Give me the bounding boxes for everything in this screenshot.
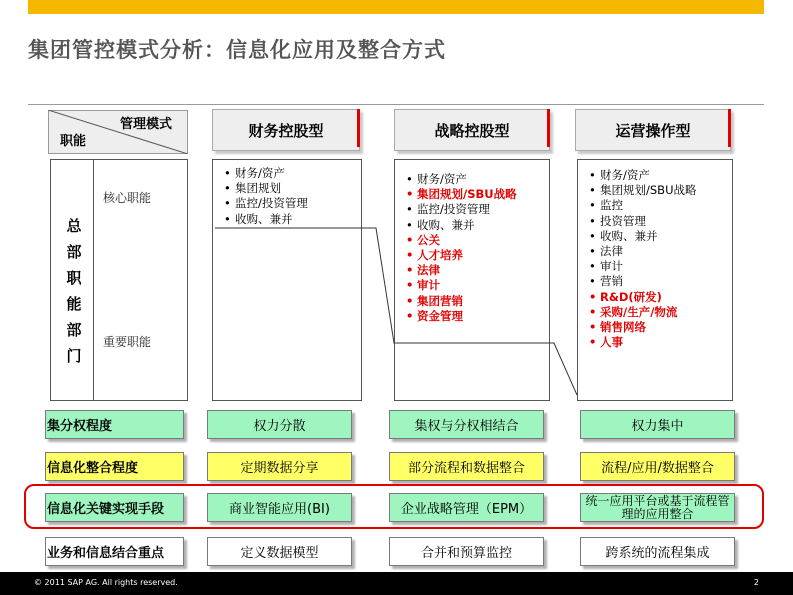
list-item: • 公关 [417,233,549,248]
cell-financial-focus: 定义数据模型 [207,537,352,566]
list-item: • 集团规划/SBU战略 [417,187,549,202]
cell-strategic-key-means: 企业战略管理（EPM） [389,493,544,522]
list-item: • 法律 [600,244,732,259]
list-item: • 投资管理 [600,214,732,229]
copyright-text: © 2011 SAP AG. All rights reserved. [34,578,178,587]
cell-operational-integration: 流程/应用/数据整合 [580,452,735,481]
cell-financial-key-means: 商业智能应用(BI) [207,493,352,522]
cell-financial-decentralization: 权力分散 [207,410,352,439]
list-item: • 收购、兼并 [417,218,549,233]
list-item: • 监控 [600,198,732,213]
vertical-char: 总 [66,217,82,235]
row-label-key-means: 信息化关键实现手段 [45,493,184,522]
footer-bar [0,572,793,595]
list-item: • 监控/投资管理 [235,196,361,211]
cell-strategic-decentralization: 集权与分权相结合 [389,410,544,439]
list-item: • 审计 [600,259,732,274]
list-item: • 人事 [600,335,732,350]
row-label-focus: 业务和信息结合重点 [45,537,184,566]
vertical-char: 部 [66,321,82,339]
list-item: • 财务/资产 [235,166,361,181]
list-item: • 收购、兼并 [600,229,732,244]
list-item: • 集团营销 [417,294,549,309]
list-item: • 法律 [417,263,549,278]
important-function-label: 重要职能 [103,335,152,349]
row-label-integration: 信息化整合程度 [45,452,184,481]
list-item: • 财务/资产 [417,172,549,187]
cell-operational-key-means: 统一应用平台或基于流程管理的应用整合 [580,493,735,522]
column-header-label: 财务控股型 [248,121,324,140]
list-item: • 营销 [600,274,732,289]
list-item: • 集团规划 [235,181,361,196]
list-item: • 审计 [417,278,549,293]
list-item: • 销售网络 [600,320,732,335]
core-function-label: 核心职能 [103,191,152,205]
list-item: • R&D(研发) [600,290,732,305]
list-item: • 收购、兼并 [235,212,361,227]
column-header-label: 战略控股型 [434,121,510,140]
vertical-char: 部 [66,243,82,261]
vertical-char: 门 [66,347,82,365]
cell-operational-decentralization: 权力集中 [580,410,735,439]
row-label-decentralization: 集分权程度 [45,410,184,439]
cell-operational-focus: 跨系统的流程集成 [580,537,735,566]
list-item: • 资金管理 [417,309,549,324]
cell-strategic-integration: 部分流程和数据整合 [389,452,544,481]
corner-func-label: 职能 [60,134,87,149]
list-item: • 人才培养 [417,248,549,263]
cell-financial-integration: 定期数据分享 [207,452,352,481]
list-item: • 采购/生产/物流 [600,305,732,320]
vertical-char: 职 [66,269,82,287]
page-number: 2 [753,578,759,587]
list-item: • 监控/投资管理 [417,202,549,217]
page-title: 集团管控模式分析：信息化应用及整合方式 [28,38,446,62]
list-item: • 财务/资产 [600,168,732,183]
cell-strategic-focus: 合并和预算监控 [389,537,544,566]
list-item: • 集团规划/SBU战略 [600,183,732,198]
corner-mode-label: 管理模式 [120,117,173,132]
vertical-char: 能 [66,295,82,313]
key-means-highlight [24,484,764,529]
column-header-label: 运营操作型 [615,121,691,140]
